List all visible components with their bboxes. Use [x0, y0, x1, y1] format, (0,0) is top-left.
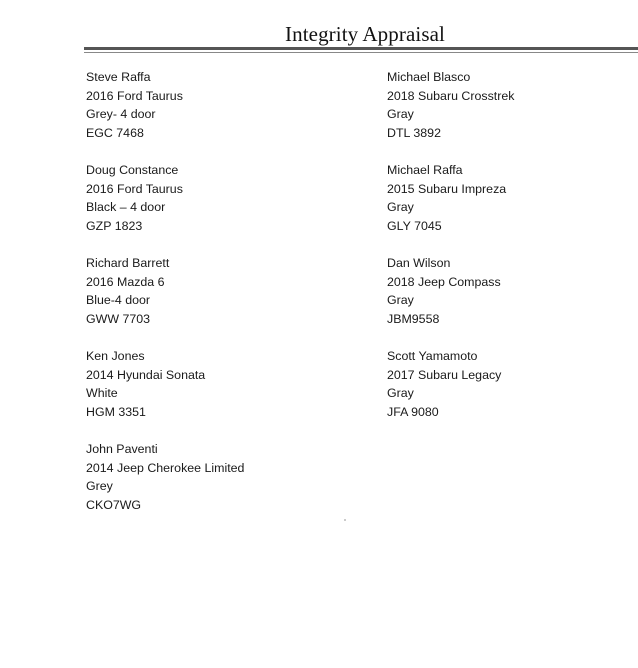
vehicle-color: Gray	[387, 386, 414, 401]
owner-name: Richard Barrett	[86, 256, 170, 270]
vehicle-entry	[86, 68, 244, 143]
vehicle-color: Gray	[387, 200, 414, 215]
vehicle-color: Gray	[387, 293, 414, 308]
license-plate: JBM9558	[387, 312, 440, 327]
vehicle-color: Grey- 4 door	[86, 107, 156, 122]
owner-name: Doug Constance	[86, 163, 179, 177]
vehicle-model: 2016 Mazda 6	[86, 274, 165, 289]
license-plate: DTL 3892	[387, 126, 441, 141]
vehicle-entry	[387, 161, 514, 236]
page-title: Integrity Appraisal	[285, 22, 445, 46]
owner-name: John Paventi	[86, 442, 158, 456]
vehicle-color: Black – 4 door	[86, 200, 166, 215]
owner-name: Ken Jones	[86, 349, 145, 363]
header-rule-thick	[84, 47, 638, 50]
license-plate: CKO7WG	[86, 498, 142, 513]
owner-name: Michael Blasco	[387, 70, 471, 84]
left-column	[86, 68, 244, 533]
owner-name: Dan Wilson	[387, 256, 451, 270]
vehicle-entry	[387, 68, 514, 143]
license-plate: GWW 7703	[86, 312, 151, 327]
vehicle-entry	[86, 347, 244, 422]
vehicle-model: 2014 Hyundai Sonata	[86, 367, 206, 382]
vehicle-color: White	[86, 386, 118, 401]
owner-name: Scott Yamamoto	[387, 349, 478, 363]
license-plate: JFA 9080	[387, 405, 439, 420]
vehicle-model: 2016 Ford Taurus	[86, 181, 183, 196]
license-plate: GLY 7045	[387, 219, 442, 234]
vehicle-model: 2018 Jeep Compass	[387, 274, 501, 289]
vehicle-entry	[387, 347, 514, 422]
scan-speck	[344, 519, 346, 521]
vehicle-model: 2018 Subaru Crosstrek	[387, 88, 515, 103]
license-plate: GZP 1823	[86, 219, 143, 234]
vehicle-entry	[86, 254, 244, 329]
license-plate: EGC 7468	[86, 126, 144, 141]
vehicle-model: 2014 Jeep Cherokee Limited	[86, 460, 245, 475]
vehicle-color: Blue-4 door	[86, 293, 151, 308]
vehicle-color: Grey	[86, 479, 113, 494]
vehicle-entry	[86, 440, 244, 515]
vehicle-model: 2017 Subaru Legacy	[387, 367, 502, 382]
vehicle-color: Gray	[387, 107, 414, 122]
vehicle-model: 2016 Ford Taurus	[86, 88, 183, 103]
owner-name: Michael Raffa	[387, 163, 463, 177]
vehicle-entry	[387, 254, 514, 329]
owner-name: Steve Raffa	[86, 70, 151, 84]
header-rule-thin	[84, 52, 638, 53]
right-column	[387, 68, 514, 440]
vehicle-model: 2015 Subaru Impreza	[387, 181, 507, 196]
vehicle-entry	[86, 161, 244, 236]
license-plate: HGM 3351	[86, 405, 146, 420]
